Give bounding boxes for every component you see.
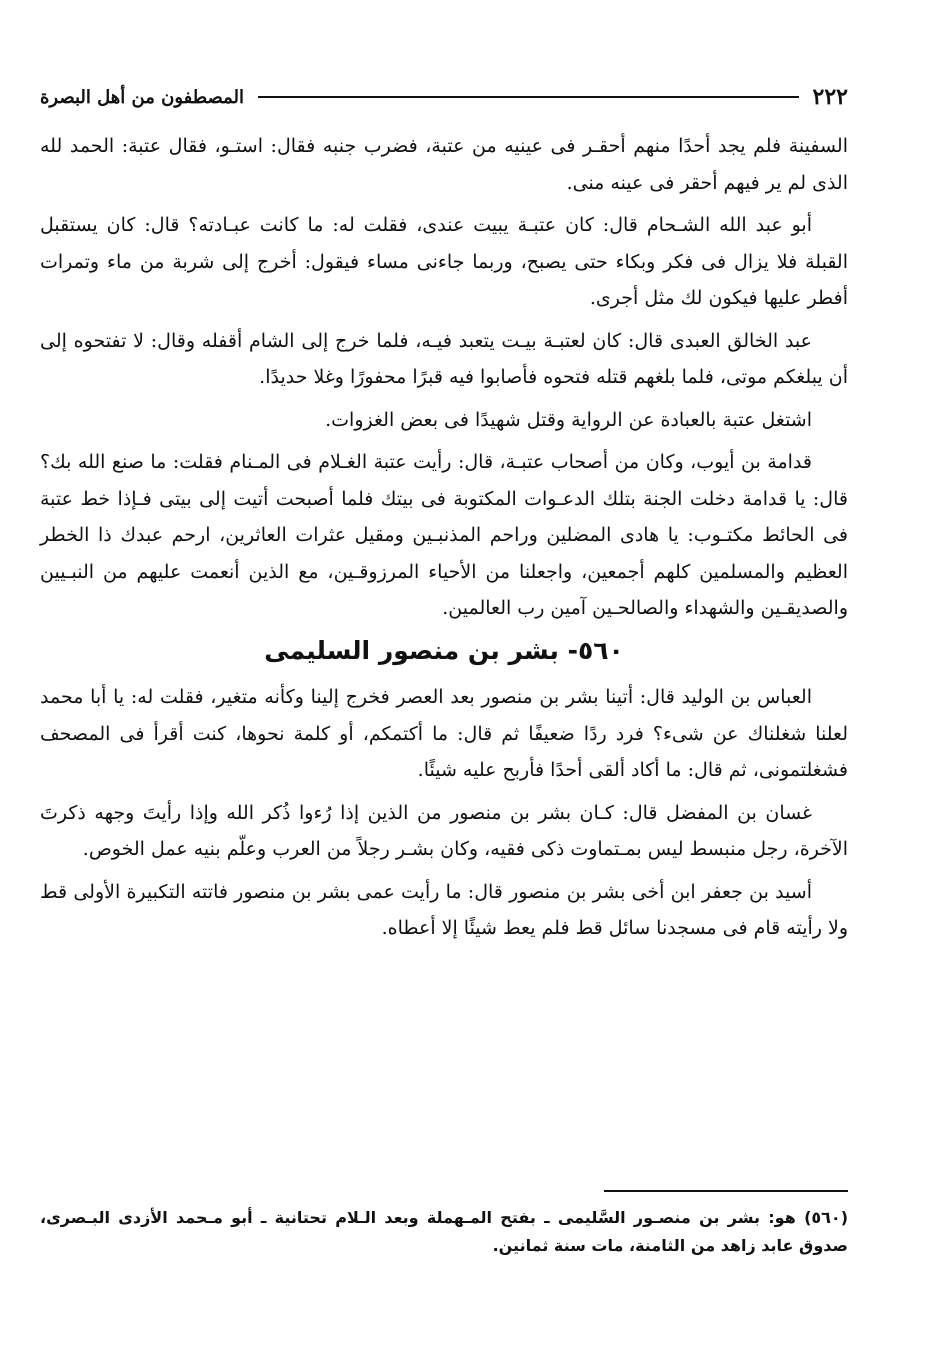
page-header	[40, 82, 848, 112]
paragraph: أسيد بن جعفر ابن أخى بشر بن منصور قال: ما رأيت عمى بشر بن منصور فاتته التكبيرة الأولى قط ولا رأيته قام فى مسجدنا سائل قط فلم يعط شيئًا إلا أعطاه.	[40, 880, 848, 939]
header-rule	[258, 96, 799, 98]
paragraph: قدامة بن أيوب، وكان من أصحاب عتبـة، قال: رأيت عتبة الغـلام فى المـنام فقلت: ما صنع الله بك؟ قال: يا قدامة دخلت الجنة بتلك الدعـوات المكتوبة فى بيتك فلما أصبحت أتيت إلى بيتى فـإذا خط عتبة فى الحائط مكتـوب: يا هادى المضلين وراحم المذنبـين ومقيل عثرات العاثرين، ارحم عبدك ذا الخطر العظيم والمسلمين كلهم أجمعين، واجعلنا من الأحياء المرزوقـين، مع الذين أنعمت عليهم من النبـيين والصديقـين والشهداء والصالحـين آمين رب العالمين.	[40, 451, 848, 619]
paragraph: أبو عبد الله الشـحام قال: كان عتبـة يبيت عندى، فقلت له: ما كانت عبـادته؟ قال: كان يستقبل القبلة فلا يزال فى فكر وبكاء حتى يصبح، وربما جاءنى مساء فيقول: أخرج إلى شربة من ماء وتمرات أفطر عليها فيكون لك مثل أجرى.	[40, 214, 848, 309]
section-heading: ٥٦٠- بشر بن منصور السليمى	[264, 635, 624, 665]
paragraph: غسان بن المفضل قال: كـان بشر بن منصور من الذين إذا رُءوا ذُكر الله وإذا رأيتَ وجهه ذكرتَ الآخرة، رجل منبسط ليس بمـتماوت ذكى فقيه، وكان بشـر رجلاً من العرب وعلّم بنيه عمل الخوص.	[40, 801, 848, 860]
paragraph: عبد الخالق العبدى قال: كان لعتبـة بيـت يتعبد فيـه، فلما خرج إلى الشام أقفله وقال: لا تفتحوه إلى أن يبلغكم موتى، فلما بلغهم قتله فتحوه فأصابوا فيه قبرًا محفورًا وغلا حديدًا.	[40, 329, 848, 388]
footnote	[40, 1204, 848, 1260]
footnote-rule	[604, 1190, 848, 1192]
paragraph: العباس بن الوليد قال: أتينا بشر بن منصور بعد العصر فخرج إلينا وكأنه متغير، فقلت له: يا أبا محمد لعلنا شغلناك عن شىء؟ فرد ردًا ضعيفًا ثم قال: ما أكتمكم، أو كلمة نحوها، كنت أقرأ فى المصحف فشغلتمونى، ثم قال: ما أكاد ألقى أحدًا فأربح عليه شيئًا.	[40, 686, 848, 781]
running-title: المصطفون من أهل البصرة	[40, 86, 245, 108]
page-number: ٢٢٢	[812, 84, 848, 110]
body-text	[40, 128, 848, 953]
footnote-text: (٥٦٠) هو: بشر بن منصـور السَّليمى ـ بفتح المـهملة وبعد الـلام تحتانية ـ أبو مـحمد الأزدى البـصرى، صدوق عابد زاهد من الثامنة، مات سنة ثمانين.	[40, 1208, 848, 1255]
paragraph: اشتغل عتبة بالعبادة عن الرواية وقتل شهيدًا فى بعض الغزوات.	[325, 408, 812, 431]
paragraph: السفينة فلم يجد أحدًا منهم أحقـر فى عينيه من عتبة، فضرب جنبه فقال: استـو، فقال عتبة: الحمد لله الذى لم ير فيهم أحقر فى عينه منى.	[40, 135, 848, 194]
